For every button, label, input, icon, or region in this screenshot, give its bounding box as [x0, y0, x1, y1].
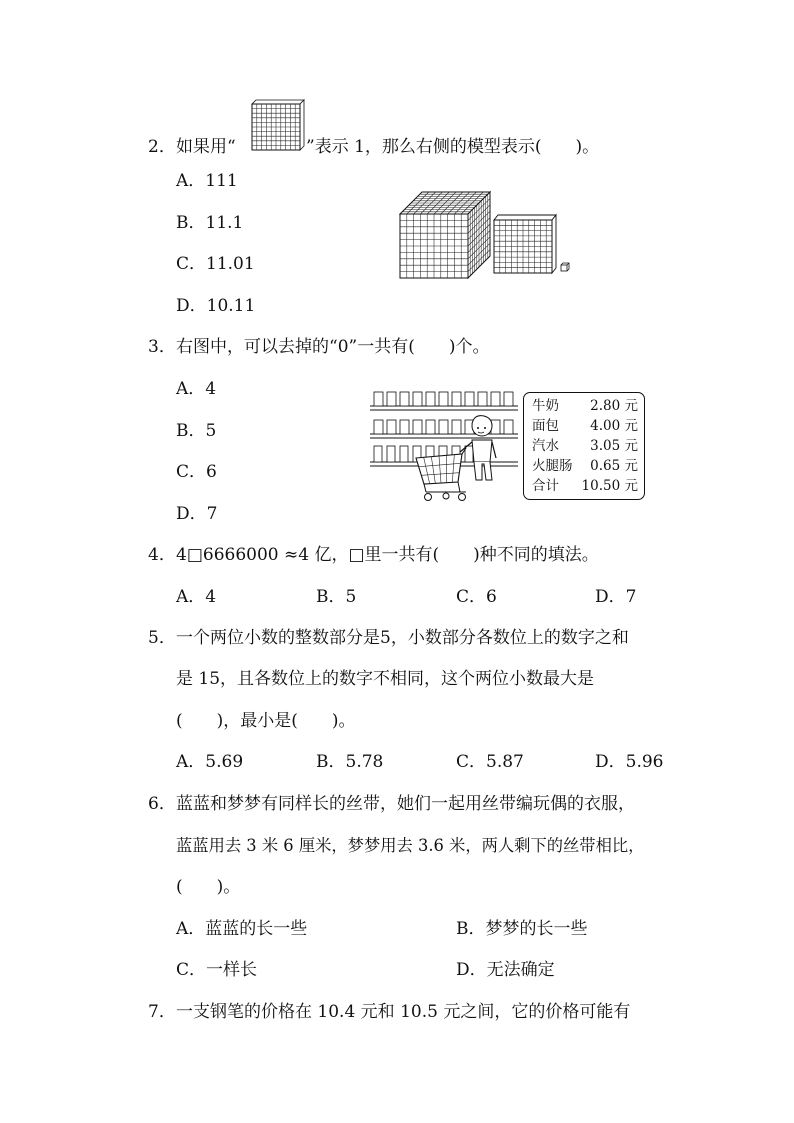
- q3-option-c[interactable]: [176, 461, 217, 483]
- item-name: 面包: [532, 418, 559, 434]
- item-name: 火腿肠: [532, 458, 573, 474]
- q3-option-d[interactable]: [176, 503, 217, 525]
- price-row: [532, 456, 640, 476]
- q4-option-c[interactable]: [456, 586, 497, 608]
- option-label: C．: [456, 587, 487, 607]
- option-value: 5: [205, 421, 217, 441]
- hundred-grid-icon: [250, 98, 306, 152]
- q5-line1: 一个两位小数的整数部分是5，小数部分各数位上的数字之和: [176, 628, 629, 648]
- option-label: B．: [176, 421, 206, 441]
- item-price: 4.00 元: [590, 418, 638, 434]
- option-label: A．: [176, 171, 206, 191]
- option-label: C．: [456, 752, 487, 772]
- q5-line2: 是 15，且各数位上的数字不相同，这个两位小数最大是: [176, 669, 595, 689]
- option-value: 7: [206, 504, 218, 524]
- option-label: C．: [176, 960, 207, 980]
- q4-number: 4．: [148, 545, 176, 565]
- option-label: A．: [176, 379, 206, 399]
- option-label: D．: [595, 587, 626, 607]
- option-value: 5: [345, 587, 357, 607]
- option-label: D．: [176, 296, 207, 316]
- option-value: 7: [625, 587, 637, 607]
- item-price: 3.05 元: [590, 438, 638, 454]
- option-value: 5.69: [205, 752, 244, 772]
- option-value: 4: [205, 587, 217, 607]
- option-value: 10.11: [206, 296, 256, 316]
- option-value: 无法确定: [486, 960, 555, 980]
- q6-option-d[interactable]: [456, 959, 555, 981]
- option-value: 111: [205, 171, 238, 191]
- option-label: D．: [456, 960, 487, 980]
- option-label: A．: [176, 752, 206, 772]
- q4-option-a[interactable]: [176, 586, 216, 608]
- option-label: A．: [176, 587, 206, 607]
- option-value: 6: [206, 462, 217, 482]
- q5-option-c[interactable]: [456, 751, 524, 773]
- q4-option-d[interactable]: [595, 586, 636, 608]
- q3-option-b[interactable]: [176, 420, 216, 442]
- option-value: 梦梦的长一些: [485, 919, 588, 939]
- q3-text: 右图中，可以去掉的“0”一共有( )个。: [176, 337, 490, 357]
- q7-line1: 一支钢笔的价格在 10.4 元和 10.5 元之间，它的价格可能有: [176, 1002, 631, 1022]
- option-value: 5.87: [486, 752, 524, 772]
- q5-option-a[interactable]: [176, 751, 243, 773]
- option-label: B．: [316, 587, 346, 607]
- option-label: C．: [176, 462, 207, 482]
- q2-text-after: ”表示 1，那么右侧的模型表示( )。: [306, 137, 600, 157]
- q5-option-b[interactable]: [316, 751, 383, 773]
- q5-option-d[interactable]: [595, 751, 664, 773]
- item-price: 10.50 元: [581, 478, 638, 494]
- q6-line3: ( )。: [176, 877, 241, 897]
- price-row: [532, 416, 640, 436]
- base-ten-model-figure: [396, 188, 578, 284]
- q6-option-b[interactable]: [456, 918, 588, 940]
- item-name: 牛奶: [532, 398, 559, 414]
- option-value: 5.96: [625, 752, 664, 772]
- q6-option-a[interactable]: [176, 918, 307, 940]
- option-label: D．: [595, 752, 626, 772]
- item-name: 合计: [532, 478, 559, 494]
- q4-text: 4□6666000 ≈4 亿，□里一共有( )种不同的填法。: [176, 545, 599, 565]
- option-label: C．: [176, 254, 207, 274]
- supermarket-shelf-illustration: [366, 384, 522, 504]
- q6-number: 6．: [148, 794, 176, 814]
- option-value: 6: [486, 587, 497, 607]
- q2-option-b[interactable]: [176, 212, 243, 234]
- price-row-total: [532, 476, 640, 496]
- q6-line2: 蓝蓝用去 3 米 6 厘米，梦梦用去 3.6 米，两人剩下的丝带相比，: [176, 836, 645, 855]
- option-label: B．: [176, 213, 206, 233]
- option-value: 4: [205, 379, 217, 399]
- item-price: 2.80 元: [590, 398, 638, 414]
- q2-option-a[interactable]: [176, 170, 238, 192]
- q7-number: 7．: [148, 1002, 176, 1022]
- option-value: 11.01: [206, 254, 255, 274]
- price-row: [532, 396, 640, 416]
- option-value: 蓝蓝的长一些: [205, 919, 308, 939]
- q6-line1: 蓝蓝和梦梦有同样长的丝带，她们一起用丝带编玩偶的衣服，: [176, 794, 635, 814]
- q2-text-before: 如果用“: [176, 137, 236, 157]
- option-label: B．: [456, 919, 486, 939]
- q5-number: 5．: [148, 628, 176, 648]
- q3-number: 3．: [148, 337, 176, 357]
- price-list-board: [523, 392, 645, 500]
- price-row: [532, 436, 640, 456]
- option-value: 11.1: [205, 213, 244, 233]
- item-price: 0.65 元: [590, 458, 638, 474]
- option-label: B．: [316, 752, 346, 772]
- q2-option-d[interactable]: [176, 295, 255, 317]
- item-name: 汽水: [532, 438, 559, 454]
- option-label: A．: [176, 919, 206, 939]
- q5-line3: ( )，最小是( )。: [176, 711, 356, 731]
- option-value: 一样长: [206, 960, 258, 980]
- q2-number: 2．: [148, 137, 176, 157]
- q3-option-a[interactable]: [176, 378, 216, 400]
- q6-option-c[interactable]: [176, 959, 257, 981]
- option-label: D．: [176, 504, 207, 524]
- q4-option-b[interactable]: [316, 586, 356, 608]
- q2-option-c[interactable]: [176, 253, 255, 275]
- option-value: 5.78: [345, 752, 384, 772]
